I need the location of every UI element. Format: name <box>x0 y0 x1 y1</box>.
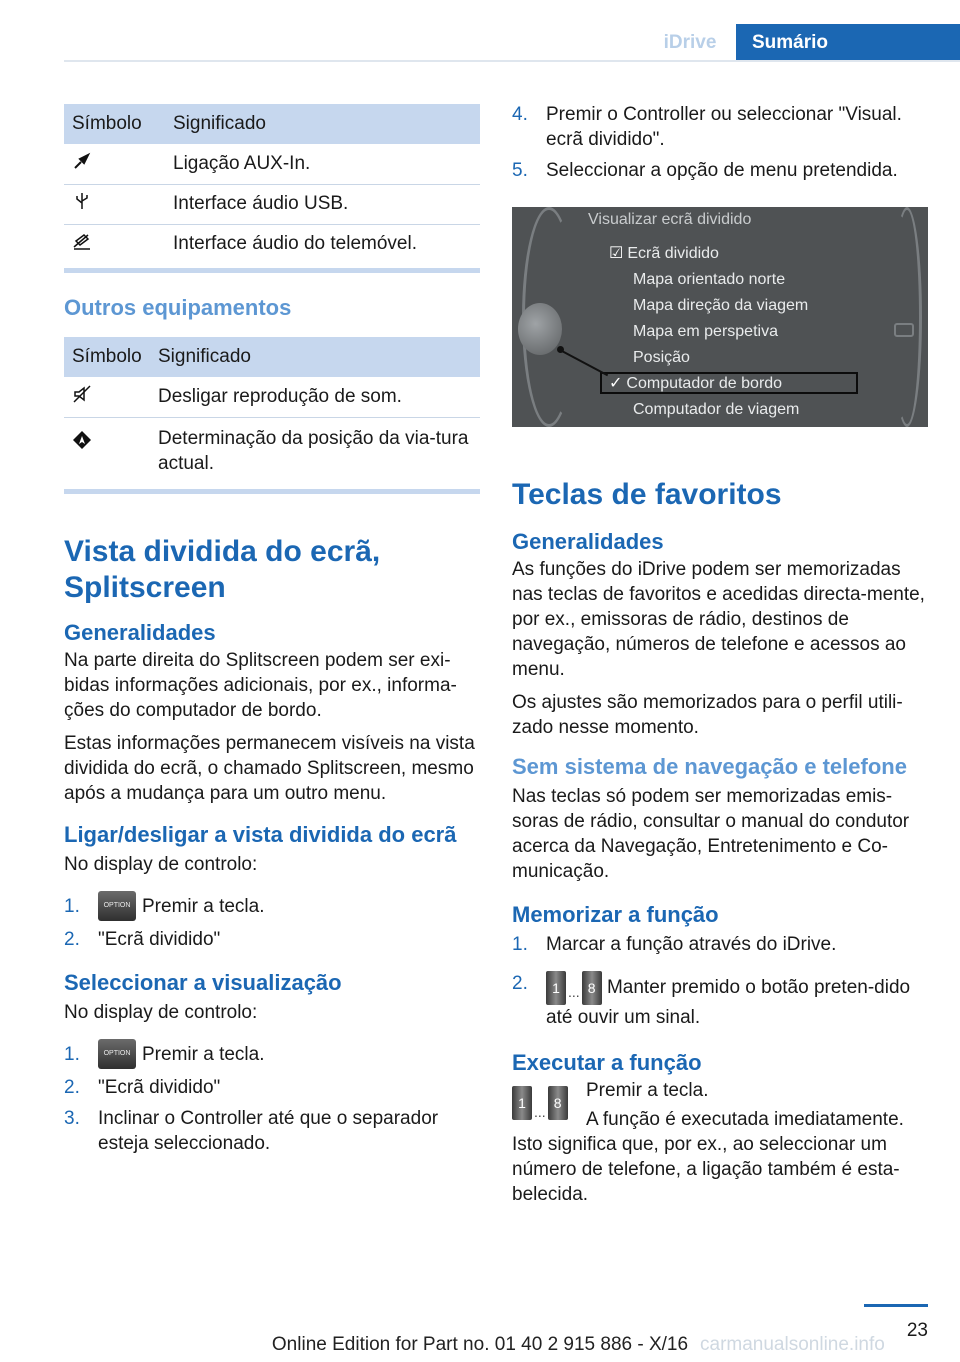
memorizar-steps <box>512 932 928 1030</box>
outros-heading: Outros equipamentos <box>64 295 292 320</box>
screen-title: Visualizar ecrã dividido <box>588 211 752 228</box>
sem-navegacao-paragraph: Nas teclas só podem ser memorizadas emis-soras de rádio, consultar o manual do condutor acerca da Navegação, Entretenimento e Co-municação. <box>512 786 910 882</box>
favoritos-paragraph-1: As funções do iDrive podem ser memorizadas nas teclas de favoritos e acedidas directa-mente, por ex., emissoras de rádio, destinos de navegação, números de telefone e acessos ao menu. <box>512 559 925 680</box>
right-column <box>512 102 928 1207</box>
other-symbols-table <box>64 337 480 485</box>
menu-item: Posição <box>633 349 690 366</box>
column-header-meaning: Significado <box>150 337 480 377</box>
ligar-heading: Ligar/desligar a vista dividida do ecrã <box>64 822 457 847</box>
table-end-bar <box>64 489 480 494</box>
list-item: 2. "Ecrã dividido" <box>64 1077 221 1098</box>
executar-heading: Executar a função <box>512 1050 702 1075</box>
symbol-meaning: Desligar reprodução de som. <box>150 377 480 417</box>
list-item: 2. 1 ... 8 Manter premido o botão preten-dido até ouvir um sinal. <box>512 973 911 1028</box>
column-header-symbol: Símbolo <box>64 104 165 144</box>
vista-paragraph-1: Na parte direita do Splitscreen podem ser exi-bidas informações adicionais, por ex., informa-ções do computador de bordo. <box>64 650 457 721</box>
usb-icon <box>72 191 92 211</box>
footer-divider <box>864 1304 928 1307</box>
checkbox-icon: ☑ <box>609 245 624 262</box>
executar-paragraph-2: A função é executada imediatamente. <box>586 1109 904 1130</box>
favorite-key-8-icon: 8 <box>548 1086 568 1120</box>
symbol-meaning: Interface áudio do telemóvel. <box>173 233 417 255</box>
vista-paragraph-2: Estas informações permanecem visíveis na vista dividida do ecrã, o chamado Splitscreen, mesmo após a mudança para um outro menu. <box>64 733 475 804</box>
header-divider <box>64 60 960 62</box>
aux-plug-icon <box>72 151 92 171</box>
ligar-intro: No display de controlo: <box>64 854 258 875</box>
favoritos-title: Teclas de favoritos <box>512 478 782 511</box>
table-row <box>64 417 480 485</box>
menu-item: Mapa orientado norte <box>633 271 786 288</box>
phone-audio-icon <box>72 231 92 251</box>
favoritos-generalidades-heading: Generalidades <box>512 529 664 554</box>
left-column <box>64 104 480 1156</box>
list-item: 2. "Ecrã dividido" <box>64 929 221 950</box>
favorite-key-1-icon: 1 <box>546 971 566 1005</box>
vista-title: Vista dividida do ecrã, Splitscreen <box>64 535 381 604</box>
list-item: 1. OPTION Premir a tecla. <box>64 1039 480 1069</box>
screen-side-button-icon <box>894 323 914 337</box>
selection-highlight <box>600 372 858 394</box>
checkmark-icon: ✓ <box>609 375 623 392</box>
audio-symbols-table <box>64 104 480 264</box>
pointer-dot <box>557 346 564 353</box>
symbol-meaning: Interface áudio USB. <box>165 184 480 224</box>
column-header-symbol: Símbolo <box>64 337 150 377</box>
column-header-meaning: Significado <box>165 104 480 144</box>
executar-paragraph-1: Premir a tecla. <box>586 1080 709 1101</box>
seleccionar-intro: No display de controlo: <box>64 1002 258 1023</box>
screen-menu <box>609 241 809 423</box>
list-item: 1. OPTION Premir a tecla. <box>64 891 480 921</box>
seleccionar-heading: Seleccionar a visualização <box>64 970 342 995</box>
favorite-key-1-icon: 1 <box>512 1086 532 1120</box>
table-row <box>64 377 480 417</box>
table-end-bar <box>64 268 480 273</box>
splitscreen-menu-screenshot <box>512 207 928 427</box>
menu-item: Computador de viagem <box>633 401 800 418</box>
favorite-keys-group: 1...8 <box>512 1078 586 1132</box>
favoritos-paragraph-2: Os ajustes são memorizados para o perfil utili-zado nesse momento. <box>512 692 903 738</box>
table-row <box>64 144 480 184</box>
screen-right-arc <box>892 207 922 427</box>
tab-idrive[interactable]: iDrive <box>663 32 717 53</box>
table-row <box>64 184 480 224</box>
watermark: carmanualsonline.info <box>700 1334 885 1355</box>
menu-item: ☑ Ecrã dividido <box>609 245 719 262</box>
favorite-key-8-icon: 8 <box>582 971 602 1005</box>
list-item: 5. Seleccionar a opção de menu pretendida. <box>512 160 898 181</box>
symbol-meaning: Determinação da posição da via-tura actual. <box>158 428 469 475</box>
controller-knob-icon <box>518 303 562 355</box>
seleccionar-steps <box>64 1039 480 1156</box>
list-item: 1. Marcar a função através do iDrive. <box>512 934 837 955</box>
list-item: 3. Inclinar o Controller até que o separador esteja seleccionado. <box>64 1108 439 1154</box>
menu-item: Mapa direção da viagem <box>633 297 809 314</box>
executar-paragraph-3: Isto significa que, por ex., ao seleccionar um número de telefone, a ligação também é esta-belecida. <box>512 1134 900 1205</box>
menu-item: ✓ Computador de bordo <box>609 375 783 392</box>
mute-icon <box>72 384 92 404</box>
seleccionar-steps-continued <box>512 102 928 183</box>
symbol-meaning: Ligação AUX-In. <box>165 144 480 184</box>
ligar-steps <box>64 891 480 952</box>
menu-item: Mapa em perspetiva <box>633 323 778 340</box>
memorizar-heading: Memorizar a função <box>512 902 719 927</box>
option-button-icon: OPTION <box>98 1039 136 1069</box>
tab-sumario[interactable]: Sumário <box>736 24 960 62</box>
page-number: 23 <box>906 1320 928 1341</box>
table-row <box>64 224 480 264</box>
edition-note: Online Edition for Part no. 01 40 2 915 886 - X/16 <box>271 1334 689 1355</box>
position-icon <box>72 430 92 450</box>
option-button-icon: OPTION <box>98 891 136 921</box>
sem-navegacao-heading: Sem sistema de navegação e telefone <box>512 754 907 779</box>
vista-generalidades-heading: Generalidades <box>64 620 216 645</box>
executar-block <box>512 1078 928 1132</box>
list-item: 4. Premir o Controller ou seleccionar "Visual. ecrã dividido". <box>512 104 902 150</box>
